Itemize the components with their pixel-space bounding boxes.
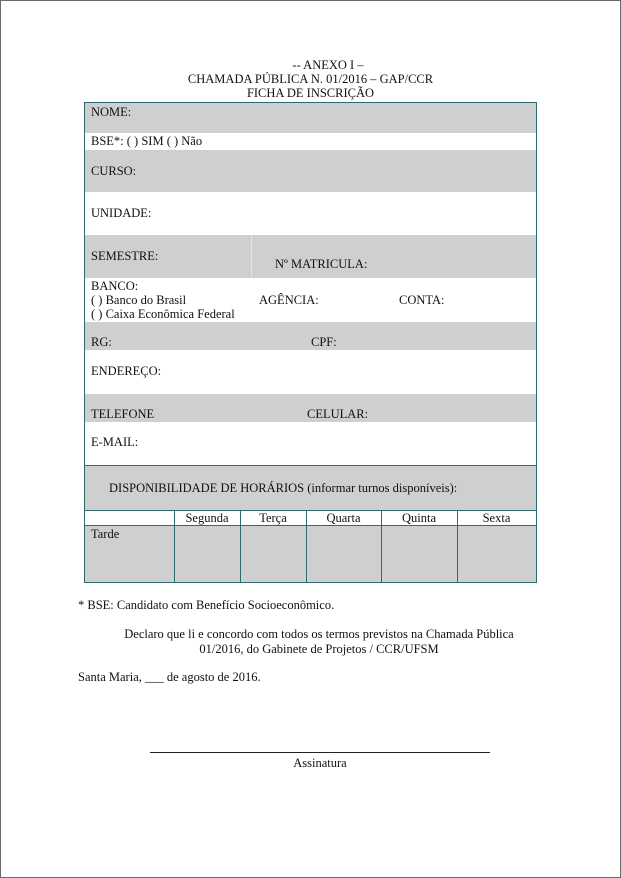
semestre-field[interactable]: SEMESTRE: — [91, 249, 159, 263]
tarde-segunda-cell[interactable] — [175, 526, 240, 582]
row-banco — [85, 278, 536, 322]
signature-label: Assinatura — [293, 756, 347, 770]
day-quinta: Quinta — [401, 511, 437, 525]
tarde-sexta-cell[interactable] — [458, 526, 536, 582]
schedule-col-divider — [381, 511, 382, 582]
endereco-field[interactable]: ENDEREÇO: — [91, 364, 162, 378]
day-segunda: Segunda — [185, 511, 229, 525]
curso-field[interactable]: CURSO: — [91, 164, 137, 178]
schedule-col-divider — [174, 511, 175, 582]
row-nome — [85, 103, 536, 133]
tarde-quinta-cell[interactable] — [382, 526, 457, 582]
document-header — [0, 58, 621, 100]
agencia-field[interactable]: AGÊNCIA: — [259, 293, 319, 307]
row-semestre — [85, 235, 536, 278]
signature-line[interactable] — [150, 752, 490, 753]
telefone-field[interactable]: TELEFONE — [91, 407, 155, 421]
day-quarta: Quarta — [326, 511, 361, 525]
email-field[interactable]: E-MAIL: — [91, 435, 139, 449]
place-date: Santa Maria, ___ de agosto de 2016. — [78, 670, 261, 684]
row-unidade — [85, 192, 536, 235]
call-title: CHAMADA PÚBLICA N. 01/2016 – GAP/CCR — [187, 72, 434, 86]
bse-footnote: * BSE: Candidato com Benefício Socioeconômico. — [78, 598, 335, 612]
schedule-col-divider — [457, 511, 458, 582]
banco-brasil-option[interactable]: ( ) Banco do Brasil — [91, 293, 187, 307]
annex-title: -- ANEXO I – — [292, 58, 364, 72]
tarde-terca-cell[interactable] — [241, 526, 306, 582]
banco-label: BANCO: — [91, 279, 139, 293]
declaration-text — [84, 627, 554, 657]
bse-field[interactable]: BSE*: ( ) SIM ( ) Não — [91, 134, 203, 148]
unidade-field[interactable]: UNIDADE: — [91, 206, 152, 220]
tarde-label: Tarde — [91, 527, 120, 541]
day-sexta: Sexta — [482, 511, 511, 525]
caixa-option[interactable]: ( ) Caixa Econômica Federal — [91, 307, 235, 321]
declaration-line-2: 01/2016, do Gabinete de Projetos / CCR/UFSM — [199, 642, 439, 656]
conta-field[interactable]: CONTA: — [399, 293, 445, 307]
row-curso — [85, 150, 536, 192]
form-title: FICHA DE INSCRIÇÃO — [246, 86, 375, 100]
schedule-header-row — [85, 511, 536, 525]
schedule-col-divider — [240, 511, 241, 582]
declaration-line-1: Declaro que li e concordo com todos os termos previstos na Chamada Pública — [124, 627, 514, 641]
row-telefone — [85, 394, 536, 422]
schedule-col-divider — [306, 511, 307, 582]
cpf-field[interactable]: CPF: — [311, 335, 337, 349]
row-bse — [85, 133, 536, 150]
celular-field[interactable]: CELULAR: — [307, 407, 369, 421]
row-disponibilidade — [85, 466, 536, 510]
row-rg — [85, 322, 536, 350]
row-email — [85, 422, 536, 466]
registration-form — [84, 102, 537, 583]
semestre-divider — [251, 235, 252, 278]
rg-field[interactable]: RG: — [91, 335, 112, 349]
day-terca: Terça — [259, 511, 287, 525]
nome-field[interactable]: NOME: — [91, 105, 132, 119]
disponibilidade-label: DISPONIBILIDADE DE HORÁRIOS (informar turnos disponíveis): — [109, 481, 458, 495]
tarde-quarta-cell[interactable] — [307, 526, 381, 582]
schedule-row-tarde — [85, 526, 536, 582]
matricula-field[interactable]: Nº MATRICULA: — [275, 257, 368, 271]
row-endereco — [85, 350, 536, 394]
